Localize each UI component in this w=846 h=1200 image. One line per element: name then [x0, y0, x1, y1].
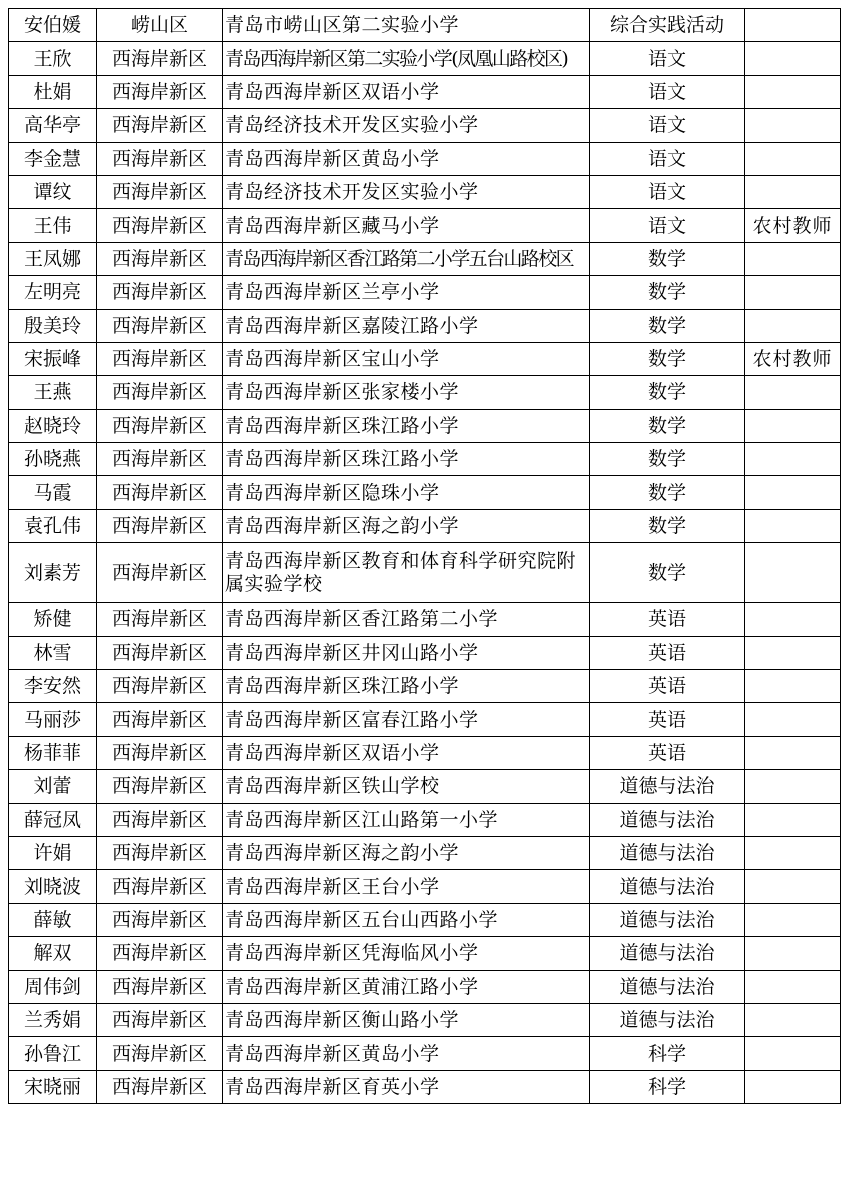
table-row	[9, 636, 841, 669]
teacher-name-cell: 刘蕾	[9, 770, 97, 803]
subject-cell: 数学	[590, 342, 745, 375]
school-cell: 青岛西海岸新区珠江路小学	[223, 409, 590, 442]
subject-cell: 数学	[590, 443, 745, 476]
district-cell: 西海岸新区	[97, 476, 223, 509]
subject-cell: 数学	[590, 543, 745, 603]
district-cell: 西海岸新区	[97, 1070, 223, 1103]
teacher-name-cell: 孙鲁江	[9, 1037, 97, 1070]
subject-cell: 道德与法治	[590, 836, 745, 869]
table-row	[9, 509, 841, 542]
school-cell: 青岛西海岸新区黄岛小学	[223, 142, 590, 175]
note-cell	[745, 175, 841, 208]
district-cell: 西海岸新区	[97, 509, 223, 542]
school-cell: 青岛西海岸新区珠江路小学	[223, 443, 590, 476]
teacher-name-cell: 杜娟	[9, 75, 97, 108]
district-cell: 西海岸新区	[97, 903, 223, 936]
table-row	[9, 736, 841, 769]
school-cell: 青岛西海岸新区五台山西路小学	[223, 903, 590, 936]
teacher-name-cell: 林雪	[9, 636, 97, 669]
note-cell: 农村教师	[745, 342, 841, 375]
teacher-name-cell: 殷美玲	[9, 309, 97, 342]
table-row	[9, 175, 841, 208]
note-cell	[745, 109, 841, 142]
district-cell: 西海岸新区	[97, 309, 223, 342]
subject-cell: 道德与法治	[590, 770, 745, 803]
teacher-name-cell: 宋晓丽	[9, 1070, 97, 1103]
subject-cell: 英语	[590, 670, 745, 703]
subject-cell: 语文	[590, 109, 745, 142]
note-cell	[745, 242, 841, 275]
subject-cell: 英语	[590, 603, 745, 636]
table-row	[9, 309, 841, 342]
subject-cell: 英语	[590, 736, 745, 769]
note-cell	[745, 276, 841, 309]
table-row	[9, 342, 841, 375]
note-cell	[745, 376, 841, 409]
district-cell: 西海岸新区	[97, 175, 223, 208]
district-cell: 西海岸新区	[97, 1037, 223, 1070]
school-cell: 青岛西海岸新区井冈山路小学	[223, 636, 590, 669]
note-cell	[745, 670, 841, 703]
note-cell	[745, 409, 841, 442]
note-cell	[745, 636, 841, 669]
table-row	[9, 1003, 841, 1036]
school-cell: 青岛西海岸新区黄浦江路小学	[223, 970, 590, 1003]
subject-cell: 数学	[590, 309, 745, 342]
subject-cell: 语文	[590, 42, 745, 75]
school-cell: 青岛西海岸新区海之韵小学	[223, 509, 590, 542]
note-cell	[745, 803, 841, 836]
teacher-name-cell: 薛敏	[9, 903, 97, 936]
teacher-name-cell: 解双	[9, 937, 97, 970]
subject-cell: 道德与法治	[590, 1003, 745, 1036]
table-row	[9, 276, 841, 309]
district-cell: 西海岸新区	[97, 970, 223, 1003]
table-row	[9, 142, 841, 175]
note-cell	[745, 870, 841, 903]
note-cell	[745, 309, 841, 342]
subject-cell: 道德与法治	[590, 870, 745, 903]
teacher-name-cell: 高华亭	[9, 109, 97, 142]
teacher-name-cell: 谭纹	[9, 175, 97, 208]
district-cell: 西海岸新区	[97, 409, 223, 442]
table-row	[9, 770, 841, 803]
subject-cell: 综合实践活动	[590, 9, 745, 42]
table-row	[9, 9, 841, 42]
district-cell: 西海岸新区	[97, 242, 223, 275]
teacher-name-cell: 许娟	[9, 836, 97, 869]
district-cell: 西海岸新区	[97, 75, 223, 108]
school-cell: 青岛西海岸新区香江路第二小学五台山路校区	[223, 242, 590, 275]
teacher-name-cell: 矫健	[9, 603, 97, 636]
note-cell	[745, 903, 841, 936]
district-cell: 西海岸新区	[97, 109, 223, 142]
subject-cell: 英语	[590, 703, 745, 736]
school-cell: 青岛西海岸新区第二实验小学(凤凰山路校区)	[223, 42, 590, 75]
district-cell: 西海岸新区	[97, 543, 223, 603]
school-cell: 青岛西海岸新区兰亭小学	[223, 276, 590, 309]
teacher-name-cell: 孙晓燕	[9, 443, 97, 476]
note-cell	[745, 970, 841, 1003]
table-row	[9, 1070, 841, 1103]
teacher-name-cell: 宋振峰	[9, 342, 97, 375]
teacher-name-cell: 王欣	[9, 42, 97, 75]
district-cell: 西海岸新区	[97, 209, 223, 242]
school-cell: 青岛西海岸新区隐珠小学	[223, 476, 590, 509]
table-row	[9, 242, 841, 275]
district-cell: 西海岸新区	[97, 736, 223, 769]
note-cell	[745, 836, 841, 869]
table-row	[9, 670, 841, 703]
school-cell: 青岛西海岸新区双语小学	[223, 75, 590, 108]
note-cell: 农村教师	[745, 209, 841, 242]
teacher-name-cell: 赵晓玲	[9, 409, 97, 442]
subject-cell: 数学	[590, 409, 745, 442]
table-row	[9, 836, 841, 869]
subject-cell: 语文	[590, 75, 745, 108]
note-cell	[745, 509, 841, 542]
note-cell	[745, 937, 841, 970]
note-cell	[745, 1070, 841, 1103]
school-cell: 青岛西海岸新区江山路第一小学	[223, 803, 590, 836]
subject-cell: 道德与法治	[590, 970, 745, 1003]
school-cell: 青岛西海岸新区海之韵小学	[223, 836, 590, 869]
table-row	[9, 42, 841, 75]
school-cell: 青岛西海岸新区富春江路小学	[223, 703, 590, 736]
subject-cell: 英语	[590, 636, 745, 669]
teacher-name-cell: 左明亮	[9, 276, 97, 309]
school-cell: 青岛西海岸新区香江路第二小学	[223, 603, 590, 636]
teacher-name-cell: 王凤娜	[9, 242, 97, 275]
table-row	[9, 409, 841, 442]
school-cell: 青岛西海岸新区铁山学校	[223, 770, 590, 803]
note-cell	[745, 9, 841, 42]
subject-cell: 数学	[590, 242, 745, 275]
table-row	[9, 703, 841, 736]
school-cell: 青岛西海岸新区珠江路小学	[223, 670, 590, 703]
district-cell: 西海岸新区	[97, 276, 223, 309]
subject-cell: 语文	[590, 142, 745, 175]
district-cell: 西海岸新区	[97, 1003, 223, 1036]
school-cell: 青岛市崂山区第二实验小学	[223, 9, 590, 42]
table-row	[9, 970, 841, 1003]
district-cell: 西海岸新区	[97, 603, 223, 636]
note-cell	[745, 42, 841, 75]
school-cell: 青岛西海岸新区黄岛小学	[223, 1037, 590, 1070]
school-cell: 青岛西海岸新区教育和体育科学研究院附属实验学校	[223, 543, 590, 603]
subject-cell: 道德与法治	[590, 903, 745, 936]
note-cell	[745, 603, 841, 636]
district-cell: 西海岸新区	[97, 42, 223, 75]
subject-cell: 道德与法治	[590, 803, 745, 836]
teacher-name-cell: 马丽莎	[9, 703, 97, 736]
subject-cell: 数学	[590, 509, 745, 542]
teacher-name-cell: 杨菲菲	[9, 736, 97, 769]
table-row	[9, 937, 841, 970]
school-cell: 青岛西海岸新区嘉陵江路小学	[223, 309, 590, 342]
subject-cell: 语文	[590, 175, 745, 208]
teacher-name-cell: 袁孔伟	[9, 509, 97, 542]
table-row	[9, 209, 841, 242]
teacher-name-cell: 兰秀娟	[9, 1003, 97, 1036]
teacher-name-cell: 薛冠凤	[9, 803, 97, 836]
table-row	[9, 75, 841, 108]
note-cell	[745, 1003, 841, 1036]
subject-cell: 语文	[590, 209, 745, 242]
school-cell: 青岛西海岸新区双语小学	[223, 736, 590, 769]
note-cell	[745, 476, 841, 509]
teacher-name-cell: 王伟	[9, 209, 97, 242]
subject-cell: 科学	[590, 1037, 745, 1070]
teacher-name-cell: 周伟剑	[9, 970, 97, 1003]
note-cell	[745, 736, 841, 769]
table-row	[9, 443, 841, 476]
district-cell: 西海岸新区	[97, 770, 223, 803]
school-cell: 青岛西海岸新区王台小学	[223, 870, 590, 903]
table-row	[9, 476, 841, 509]
table-row	[9, 903, 841, 936]
district-cell: 崂山区	[97, 9, 223, 42]
teacher-roster-table	[8, 8, 841, 1104]
district-cell: 西海岸新区	[97, 703, 223, 736]
roster-body	[9, 9, 841, 1104]
table-row	[9, 376, 841, 409]
district-cell: 西海岸新区	[97, 870, 223, 903]
teacher-name-cell: 马霞	[9, 476, 97, 509]
table-row	[9, 1037, 841, 1070]
teacher-name-cell: 刘素芳	[9, 543, 97, 603]
school-cell: 青岛西海岸新区凭海临风小学	[223, 937, 590, 970]
teacher-name-cell: 李安然	[9, 670, 97, 703]
subject-cell: 道德与法治	[590, 937, 745, 970]
note-cell	[745, 443, 841, 476]
note-cell	[745, 75, 841, 108]
school-cell: 青岛西海岸新区育英小学	[223, 1070, 590, 1103]
teacher-name-cell: 安伯媛	[9, 9, 97, 42]
district-cell: 西海岸新区	[97, 670, 223, 703]
district-cell: 西海岸新区	[97, 376, 223, 409]
table-row	[9, 803, 841, 836]
school-cell: 青岛西海岸新区张家楼小学	[223, 376, 590, 409]
note-cell	[745, 770, 841, 803]
table-row	[9, 603, 841, 636]
teacher-name-cell: 刘晓波	[9, 870, 97, 903]
district-cell: 西海岸新区	[97, 803, 223, 836]
school-cell: 青岛经济技术开发区实验小学	[223, 175, 590, 208]
district-cell: 西海岸新区	[97, 142, 223, 175]
district-cell: 西海岸新区	[97, 636, 223, 669]
note-cell	[745, 703, 841, 736]
school-cell: 青岛西海岸新区宝山小学	[223, 342, 590, 375]
table-row	[9, 543, 841, 603]
district-cell: 西海岸新区	[97, 342, 223, 375]
teacher-name-cell: 李金慧	[9, 142, 97, 175]
district-cell: 西海岸新区	[97, 443, 223, 476]
school-cell: 青岛西海岸新区藏马小学	[223, 209, 590, 242]
school-cell: 青岛西海岸新区衡山路小学	[223, 1003, 590, 1036]
teacher-name-cell: 王燕	[9, 376, 97, 409]
note-cell	[745, 1037, 841, 1070]
school-cell: 青岛经济技术开发区实验小学	[223, 109, 590, 142]
subject-cell: 数学	[590, 376, 745, 409]
subject-cell: 数学	[590, 276, 745, 309]
table-row	[9, 109, 841, 142]
subject-cell: 科学	[590, 1070, 745, 1103]
subject-cell: 数学	[590, 476, 745, 509]
district-cell: 西海岸新区	[97, 937, 223, 970]
note-cell	[745, 543, 841, 603]
district-cell: 西海岸新区	[97, 836, 223, 869]
table-row	[9, 870, 841, 903]
note-cell	[745, 142, 841, 175]
